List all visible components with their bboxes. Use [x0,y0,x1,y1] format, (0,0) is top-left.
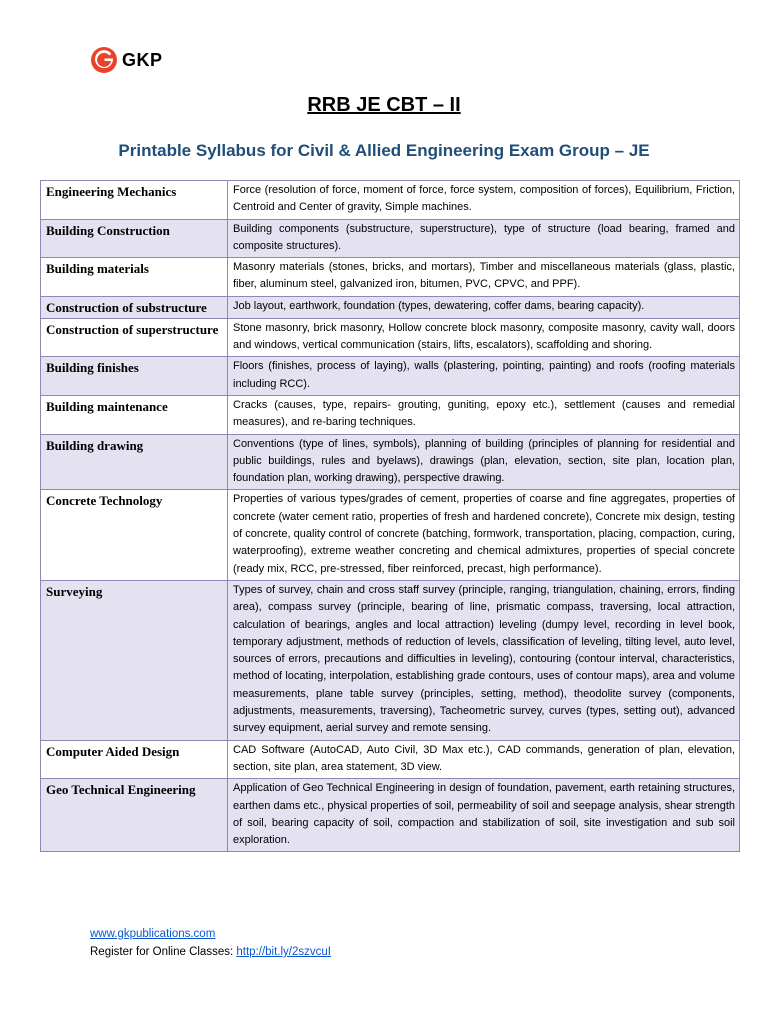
content-cell: Conventions (type of lines, symbols), planning of building (principles of planning for residential and public buildings, rules and byelaws), drawings (plan, elevation, section, site plan, location plan, foundation plan, working drawing), perspective drawing. [228,434,740,490]
table-row [41,258,740,297]
table-row [41,779,740,852]
table-row [41,490,740,580]
brand-logo [90,46,163,74]
register-link[interactable]: http://bit.ly/2szvcuI [236,946,331,958]
content-cell: Force (resolution of force, moment of force, force system, composition of forces), Equilibrium, Friction, Centroid and Center of gravity, Simple machines. [228,181,740,220]
register-line [90,943,331,961]
syllabus-table [40,180,740,852]
table-row [41,395,740,434]
topic-cell: Concrete Technology [41,490,228,580]
topic-cell: Geo Technical Engineering [41,779,228,852]
page-subtitle: Printable Syllabus for Civil & Allied Engineering Exam Group – JE [118,141,650,160]
register-label: Register for Online Classes: [90,946,237,958]
gkp-logo-icon [90,46,118,74]
content-cell: Cracks (causes, type, repairs- grouting, guniting, epoxy etc.), settlement (causes and remedial measures), and re-baring techniques. [228,395,740,434]
table-row [41,740,740,779]
content-cell: Application of Geo Technical Engineering in design of foundation, pavement, earth retaining structures, earthen dams etc., physical properties of soil, permeability of soil and seepage analysis, shear strength of soil, bearing capacity of soil, compaction and stabilization of soil, site investigation and sub soil exploration. [228,779,740,852]
page-title: RRB JE CBT – II [307,94,461,116]
content-cell: Properties of various types/grades of cement, properties of coarse and fine aggregates, properties of concrete (water cement ratio, properties of fresh and hardened concrete), Concrete mix design, testing of concrete, quality control of concrete (batching, formwork, transportation, placing, compaction, curing, waterproofing), extreme weather concreting and chemical admixtures, properties of special concrete (ready mix, RCC, pre-stressed, fiber reinforced, precast, high performance). [228,490,740,580]
topic-cell: Building finishes [41,357,228,396]
topic-cell: Surveying [41,580,228,740]
content-cell: Stone masonry, brick masonry, Hollow concrete block masonry, composite masonry, cavity wall, doors and windows, vertical communication (stairs, lifts, escalators), scaffolding and shoring. [228,318,740,357]
table-row [41,296,740,318]
topic-cell: Building materials [41,258,228,297]
website-link[interactable]: www.gkpublications.com [90,928,216,940]
topic-cell: Building maintenance [41,395,228,434]
table-row [41,357,740,396]
table-row [41,580,740,740]
content-cell: Job layout, earthwork, foundation (types, dewatering, coffer dams, bearing capacity). [228,296,740,318]
content-cell: Masonry materials (stones, bricks, and mortars), Timber and miscellaneous materials (glass, plastic, fiber, aluminum steel, galvanized iron, bitumen, PVC, CPVC, and PPF). [228,258,740,297]
topic-cell: Computer Aided Design [41,740,228,779]
footer [90,925,331,961]
table-row [41,434,740,490]
topic-cell: Building Construction [41,219,228,258]
syllabus-table-body [41,181,740,852]
topic-cell: Engineering Mechanics [41,181,228,220]
content-cell: Types of survey, chain and cross staff survey (principle, ranging, triangulation, chaining, errors, finding area), compass survey (principle, bearing of line, prismatic compass, traversing, local attraction, calculation of bearings, angles and local attraction) leveling (dumpy level, recording in level book, temporary adjustment, methods of reduction of levels, classification of leveling, tilting level, auto level, sources of errors, precautions and difficulties in leveling), contouring (contour interval, characteristics, method of locating, interpolation, establishing grade contours, uses of contour maps), area and volume measurements, plane table survey (principles, setting, method), theodolite survey (components, adjustments, measurements, traversing), Tacheometric survey, curves (types, setting out), advanced survey equipment, aerial survey and remote sensing. [228,580,740,740]
table-row [41,181,740,220]
topic-cell: Construction of superstructure [41,318,228,357]
table-row [41,318,740,357]
website-line [90,925,331,943]
content-cell: Floors (finishes, process of laying), walls (plastering, pointing, painting) and roofs (roofing materials including RCC). [228,357,740,396]
topic-cell: Building drawing [41,434,228,490]
topic-cell: Construction of substructure [41,296,228,318]
content-cell: CAD Software (AutoCAD, Auto Civil, 3D Max etc.), CAD commands, generation of plan, elevation, section, site plan, area statement, 3D view. [228,740,740,779]
brand-name: GKP [122,49,163,70]
content-cell: Building components (substructure, superstructure), type of structure (load bearing, framed and composite structures). [228,219,740,258]
table-row [41,219,740,258]
